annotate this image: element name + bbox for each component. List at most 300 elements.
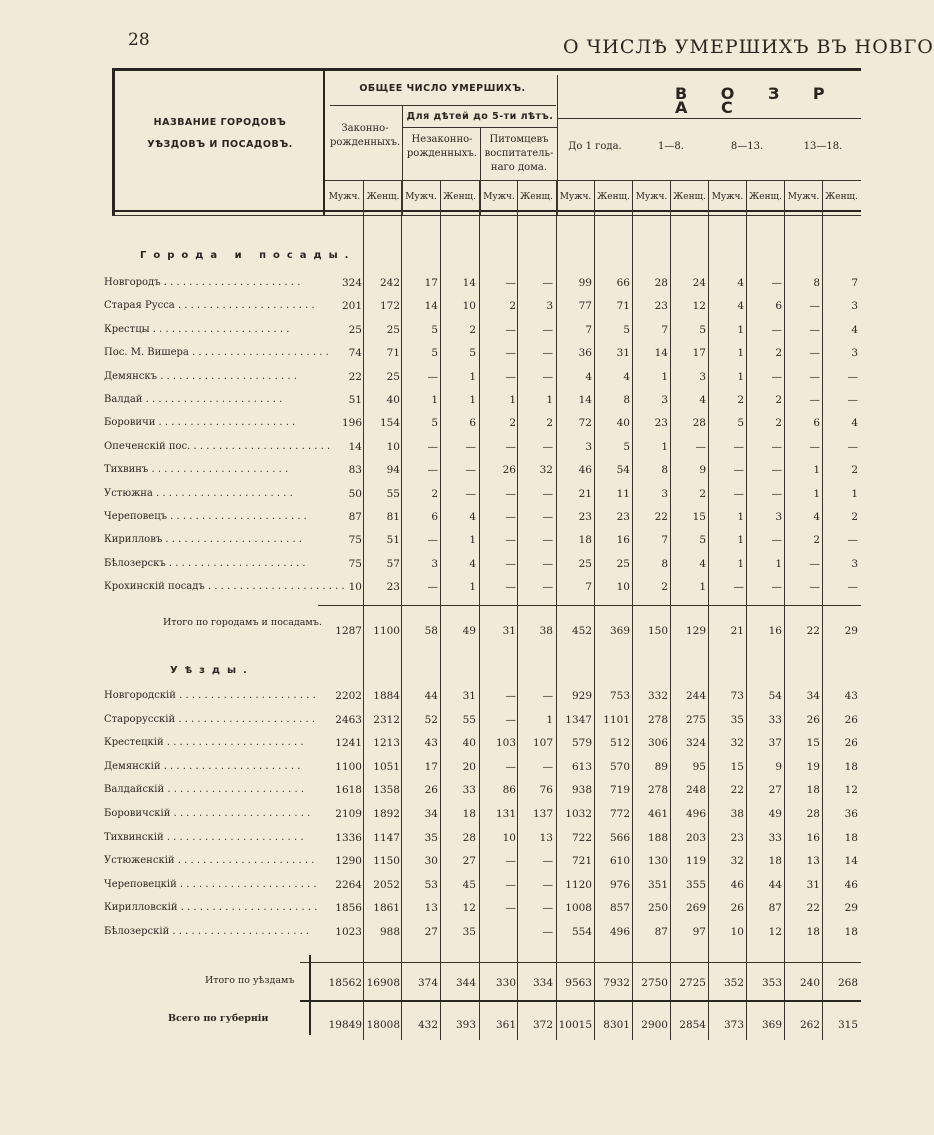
table-left-rule [112, 68, 115, 215]
table-cell: 119 [685, 855, 706, 868]
table-cell: 10 [462, 300, 476, 313]
table-cell: 372 [532, 1019, 553, 1031]
table-cell: 2 [546, 417, 553, 430]
table-cell: 32 [730, 737, 744, 750]
running-title: О ЧИСЛѢ УМЕРШИХЪ ВЪ НОВГО [563, 36, 934, 58]
table-cell: 19849 [328, 1019, 362, 1031]
table-cell: 1 [737, 511, 744, 523]
table-cell: 20 [462, 760, 476, 773]
table-cell: 51 [386, 534, 400, 547]
table-cell: 97 [692, 926, 706, 938]
table-cell: — [771, 581, 782, 594]
table-cell: — [809, 394, 820, 406]
sex-label: Женщ. [443, 192, 476, 202]
table-cell: 10 [616, 581, 630, 594]
table-cell: — [427, 534, 438, 547]
table-cell: 14 [462, 277, 476, 289]
table-cell: 35 [462, 926, 476, 938]
table-cell: — [542, 440, 553, 453]
table-cell: 23 [730, 831, 744, 844]
table-cell: — [542, 347, 553, 360]
header-age-2: 8—13. [730, 141, 764, 152]
table-cell: 2312 [373, 713, 400, 726]
table-cell: 45 [462, 878, 476, 891]
table-cell: — [733, 487, 744, 500]
table-cell: 250 [647, 902, 668, 915]
table-cell: 44 [424, 690, 438, 702]
table-cell: 566 [609, 831, 630, 844]
table-cell: 87 [768, 902, 782, 915]
table-cell: 27 [424, 926, 438, 938]
table-cell: — [771, 487, 782, 500]
table-cell: 5 [699, 534, 706, 547]
row-name: Бѣлозерскъ . . . . . . . . . . . . . . . . . . . . . . [104, 557, 306, 569]
section-uezds: Уѣзды. [170, 665, 254, 676]
table-cell: 1 [737, 370, 744, 383]
table-cell: 22 [806, 625, 820, 637]
table-cell: 14 [424, 300, 438, 313]
table-cell: 721 [571, 855, 592, 868]
table-cell: 13 [424, 902, 438, 915]
table-cell: 129 [685, 625, 706, 637]
table-cell: 31 [462, 690, 476, 702]
row-name: Демянскій . . . . . . . . . . . . . . . . . . . . . . [104, 760, 301, 772]
table-cell: 23 [654, 417, 668, 430]
table-cell: 3 [661, 394, 668, 406]
sex-label: Мужч. [559, 192, 592, 202]
row-name: Боровичскій . . . . . . . . . . . . . . . . . . . . . . [104, 808, 311, 819]
table-cell: 2 [509, 417, 516, 430]
table-cell: 16908 [366, 977, 400, 989]
table-cell: 1 [469, 370, 476, 383]
row-name: Тихвинъ . . . . . . . . . . . . . . . . . . . . . . [104, 464, 289, 476]
table-cell: 83 [348, 464, 362, 477]
table-cell: 15 [692, 511, 706, 523]
table-cell: 5 [431, 323, 438, 336]
table-cell: 36 [844, 808, 858, 820]
table-cell: 23 [578, 511, 592, 523]
table-cell: 369 [761, 1019, 782, 1031]
table-cell: 55 [386, 487, 400, 500]
table-cell: 23 [616, 511, 630, 523]
table-cell: 1884 [373, 690, 400, 702]
table-cell: 8 [623, 394, 630, 406]
table-cell: 2 [509, 300, 516, 313]
table-cell: 30 [424, 855, 438, 868]
table-cell: 71 [386, 347, 400, 360]
table-cell: 2264 [335, 878, 362, 891]
table-cell: 6 [469, 417, 476, 430]
table-cell: 1120 [565, 878, 592, 891]
table-cell: 3 [699, 370, 706, 383]
table-cell: 278 [647, 713, 668, 726]
uezds-total-rule [300, 962, 861, 963]
table-cell: 4 [813, 511, 820, 523]
header-foundling: Питомцевъ воспитатель-наго дома. [484, 134, 554, 173]
table-cell: 12 [462, 902, 476, 915]
table-cell: 2 [775, 394, 782, 406]
table-cell: 2 [699, 487, 706, 500]
table-cell: 29 [844, 902, 858, 915]
table-cell: 248 [685, 784, 706, 797]
table-cell: 28 [654, 277, 668, 289]
table-cell: 4 [585, 370, 592, 383]
table-cell: 355 [685, 878, 706, 891]
table-cell: 1 [813, 487, 820, 500]
sex-label: Женщ. [597, 192, 630, 202]
table-cell: 18 [462, 808, 476, 820]
table-cell: 51 [348, 394, 362, 406]
table-cell: 18562 [328, 977, 362, 989]
table-cell: 10 [730, 926, 744, 938]
table-cell: 2202 [335, 690, 362, 702]
table-cell: 154 [379, 417, 400, 430]
table-cell: 12 [844, 784, 858, 797]
row-name: Пос. М. Вишера . . . . . . . . . . . . . . . . . . . . . . [104, 347, 329, 359]
table-cell: 275 [685, 713, 706, 726]
row-name: Крохинскій посадъ . . . . . . . . . . . . . . . . . . . . . . [104, 581, 345, 593]
table-cell: — [505, 557, 516, 570]
table-cell: 1 [546, 394, 553, 406]
table-cell: 1147 [373, 831, 400, 844]
row-name: Валдайскій . . . . . . . . . . . . . . . . . . . . . . [104, 784, 305, 796]
table-cell: — [505, 534, 516, 547]
table-cell: 18 [844, 831, 858, 844]
table-cell: 87 [654, 926, 668, 938]
table-cell: 107 [532, 737, 553, 750]
table-cell: 1 [509, 394, 516, 406]
row-name: Кирилловъ . . . . . . . . . . . . . . . . . . . . . . [104, 534, 303, 546]
table-cell: 361 [495, 1019, 516, 1031]
row-name: Череповецъ . . . . . . . . . . . . . . . . . . . . . . [104, 511, 307, 522]
table-cell: 2 [851, 511, 858, 523]
table-cell: 3 [775, 511, 782, 523]
table-cell: 24 [692, 277, 706, 289]
table-cell: 16 [616, 534, 630, 547]
table-cell: 23 [654, 300, 668, 313]
table-cell: 52 [424, 713, 438, 726]
table-cell: 2463 [335, 713, 362, 726]
table-cell: 13 [806, 855, 820, 868]
table-cell: — [771, 323, 782, 336]
table-cell: 75 [348, 534, 362, 547]
table-cell: — [809, 557, 820, 570]
table-cell: 4 [469, 511, 476, 523]
table-cell: 50 [348, 487, 362, 500]
table-cell: 87 [348, 511, 362, 523]
table-cell: 18 [578, 534, 592, 547]
table-cell: 242 [379, 277, 400, 289]
table-cell: 27 [462, 855, 476, 868]
table-cell: — [505, 713, 516, 726]
table-cell: 1051 [373, 760, 400, 773]
table-cell: 2725 [679, 977, 706, 989]
table-cell: — [542, 760, 553, 773]
table-cell: 3 [661, 487, 668, 500]
table-cell: 3 [585, 440, 592, 453]
table-cell: 1856 [335, 902, 362, 915]
table-cell: — [505, 487, 516, 500]
table-cell: 9563 [565, 977, 592, 989]
table-cell: 58 [424, 625, 438, 637]
table-cell: 44 [768, 878, 782, 891]
table-cell: 1 [431, 394, 438, 406]
table-cell: 25 [386, 370, 400, 383]
table-cell: 8 [813, 277, 820, 289]
table-cell: 27 [768, 784, 782, 797]
table-cell: 1 [737, 534, 744, 547]
header-rule-3 [325, 180, 861, 181]
table-cell: 1213 [373, 737, 400, 750]
table-cell: — [542, 277, 553, 289]
table-cell: 374 [417, 977, 438, 989]
table-cell: 29 [844, 625, 858, 637]
table-cell: 55 [462, 713, 476, 726]
table-cell: — [542, 581, 553, 594]
table-cell: 40 [386, 394, 400, 406]
table-cell: 103 [495, 737, 516, 750]
cities-total-rule [318, 605, 861, 606]
table-cell: — [542, 534, 553, 547]
table-cell: 496 [609, 926, 630, 938]
table-cell: 1 [737, 347, 744, 360]
table-cell: 1 [546, 713, 553, 726]
sex-label: Мужч. [405, 192, 437, 202]
header-rule-thin [112, 215, 861, 216]
table-cell: 46 [730, 878, 744, 891]
table-cell: 86 [502, 784, 516, 797]
table-cell: — [427, 581, 438, 594]
table-cell: 201 [341, 300, 362, 313]
table-cell: 1 [469, 581, 476, 594]
header-age: В О З Р А С [675, 84, 839, 117]
row-name: Новгородскій . . . . . . . . . . . . . . . . . . . . . . [104, 690, 316, 701]
table-cell: 2 [775, 347, 782, 360]
table-cell: 22 [348, 370, 362, 383]
table-cell: — [847, 370, 858, 383]
table-cell: — [465, 464, 476, 477]
table-cell: 43 [424, 737, 438, 750]
table-cell: 17 [424, 760, 438, 773]
header-bottom-rule [112, 210, 861, 212]
table-cell: — [505, 878, 516, 891]
header-rule-1 [330, 105, 556, 106]
table-cell: 1 [737, 323, 744, 336]
header-name-col: НАЗВАНИЕ ГОРОДОВЪ УѢЗДОВЪ И ПОСАДОВЪ. [147, 117, 293, 150]
grand-total-label: Всего по губерніи [168, 1013, 269, 1024]
table-cell: 330 [495, 977, 516, 989]
header-children: Для дѣтей до 5-ти лѣтъ. [406, 111, 554, 122]
table-cell: 26 [844, 713, 858, 726]
table-cell: 99 [578, 277, 592, 289]
table-cell: 150 [647, 625, 668, 637]
table-cell: 5 [431, 347, 438, 360]
table-cell: 14 [654, 347, 668, 360]
table-cell: 94 [386, 464, 400, 477]
page-number: 28 [128, 30, 150, 50]
table-cell: 7 [661, 534, 668, 547]
table-cell: 54 [768, 690, 782, 702]
table-cell: 269 [685, 902, 706, 915]
table-cell: 22 [806, 902, 820, 915]
table-cell: 2 [813, 534, 820, 547]
table-cell: 772 [609, 808, 630, 820]
table-cell: 2 [661, 581, 668, 594]
header-age-0: До 1 года. [568, 141, 622, 152]
grand-total-rule [300, 1000, 861, 1002]
table-cell: 753 [609, 690, 630, 702]
table-cell: — [505, 277, 516, 289]
table-cell: 137 [532, 808, 553, 820]
table-cell: 28 [692, 417, 706, 430]
sex-label: Мужч. [711, 192, 744, 202]
table-cell: 5 [469, 347, 476, 360]
table-cell: 10 [502, 831, 516, 844]
row-name: Устюженскій . . . . . . . . . . . . . . . . . . . . . . [104, 855, 315, 867]
table-cell: 38 [730, 808, 744, 820]
sex-label: Мужч. [328, 192, 361, 202]
table-cell: 4 [737, 277, 744, 289]
table-cell: 34 [806, 690, 820, 702]
table-cell: 1 [661, 370, 668, 383]
table-cell: 610 [609, 855, 630, 868]
table-cell: 1150 [373, 855, 400, 868]
row-name: Валдай . . . . . . . . . . . . . . . . . . . . . . [104, 394, 283, 405]
table-cell: 938 [571, 784, 592, 797]
row-name: Старорусскій . . . . . . . . . . . . . . . . . . . . . . [104, 713, 316, 725]
table-cell: 344 [455, 977, 476, 989]
sex-label: Женщ. [366, 192, 400, 202]
table-cell: — [771, 277, 782, 289]
table-cell: 2 [469, 323, 476, 336]
row-name: Крестецкій . . . . . . . . . . . . . . . . . . . . . . [104, 737, 304, 749]
table-cell: 988 [379, 926, 400, 938]
table-cell: 18 [844, 760, 858, 773]
table-cell: 54 [616, 464, 630, 477]
table-cell: 722 [571, 831, 592, 844]
table-cell: 315 [837, 1019, 858, 1031]
table-cell: 262 [799, 1019, 820, 1031]
table-cell: 324 [341, 277, 362, 289]
header-legit: Законно-рожденныхъ. [330, 123, 401, 148]
table-cell: — [542, 855, 553, 868]
table-cell: 1 [813, 464, 820, 477]
table-cell: 719 [609, 784, 630, 797]
table-cell: 10 [348, 581, 362, 594]
table-cell: 75 [348, 557, 362, 570]
table-cell: 17 [692, 347, 706, 360]
table-cell: — [809, 440, 820, 453]
table-cell: 9 [775, 760, 782, 773]
table-cell: 15 [730, 760, 744, 773]
table-cell: 13 [539, 831, 553, 844]
table-cell: 3 [851, 300, 858, 313]
table-cell: 2109 [335, 808, 362, 820]
table-cell: 31 [502, 625, 516, 637]
table-cell: 1 [469, 394, 476, 406]
table-cell: — [505, 690, 516, 702]
table-cell: 32 [730, 855, 744, 868]
table-cell: 1861 [373, 902, 400, 915]
table-cell: 1287 [335, 625, 362, 637]
table-cell: 432 [417, 1019, 438, 1031]
header-total-deaths: ОБЩЕЕ ЧИСЛО УМЕРШИХЪ. [359, 83, 526, 94]
table-cell: 369 [609, 625, 630, 637]
table-cell: — [505, 347, 516, 360]
cities-total-label: Итого по городамъ и посадамъ. [163, 617, 322, 628]
table-cell: 6 [813, 417, 820, 430]
row-name: Тихвинскій . . . . . . . . . . . . . . . . . . . . . . [104, 831, 304, 843]
table-cell: 929 [571, 690, 592, 702]
table-cell: 14 [844, 855, 858, 868]
table-cell: 32 [539, 464, 553, 477]
table-cell: 26 [502, 464, 516, 477]
table-cell: 268 [837, 977, 858, 989]
sex-label: Женщ. [520, 192, 553, 202]
table-cell: 57 [386, 557, 400, 570]
row-name: Бѣлозерскій . . . . . . . . . . . . . . . . . . . . . . [104, 926, 310, 937]
table-cell: 554 [571, 926, 592, 938]
table-cell: — [505, 855, 516, 868]
table-cell: 89 [654, 760, 668, 773]
table-cell: 4 [699, 557, 706, 570]
sex-label: Мужч. [787, 192, 820, 202]
header-age-3: 13—18. [803, 141, 843, 152]
table-cell: 10015 [558, 1019, 592, 1031]
table-cell: 1023 [335, 926, 362, 938]
table-cell: — [695, 440, 706, 453]
row-name: Опеченскій пос. . . . . . . . . . . . . . . . . . . . . . . [104, 440, 331, 452]
table-cell: — [542, 323, 553, 336]
table-cell: 393 [455, 1019, 476, 1031]
table-cell: 512 [609, 737, 630, 750]
row-name: Крестцы . . . . . . . . . . . . . . . . . . . . . . [104, 323, 290, 335]
section-cities: Города и посады. [140, 250, 356, 261]
table-cell: 71 [616, 300, 630, 313]
table-cell: — [542, 487, 553, 500]
table-cell: 579 [571, 737, 592, 750]
table-cell: 12 [692, 300, 706, 313]
table-cell: 7 [851, 277, 858, 289]
table-cell: — [847, 534, 858, 547]
table-cell: — [733, 464, 744, 477]
table-cell: 5 [431, 417, 438, 430]
table-cell: 43 [844, 690, 858, 702]
table-cell: 2900 [641, 1019, 668, 1031]
table-cell: 452 [571, 625, 592, 637]
table-cell: 324 [685, 737, 706, 750]
table-cell: 4 [623, 370, 630, 383]
table-cell: 33 [768, 713, 782, 726]
header-rule-age [557, 118, 861, 119]
table-cell: 28 [462, 831, 476, 844]
table-cell: 353 [761, 977, 782, 989]
table-cell: 31 [616, 347, 630, 360]
table-cell: — [809, 581, 820, 594]
table-cell: 3 [851, 347, 858, 360]
table-cell: 3 [851, 557, 858, 570]
table-cell: — [505, 902, 516, 915]
table-cell: 1101 [603, 713, 630, 726]
table-cell: 18 [806, 926, 820, 938]
table-cell: 461 [647, 808, 668, 820]
table-cell: 23 [386, 581, 400, 594]
table-cell: 1032 [565, 808, 592, 820]
table-cell: 6 [775, 300, 782, 313]
table-cell: — [505, 581, 516, 594]
row-name: Кирилловскій . . . . . . . . . . . . . . . . . . . . . . [104, 902, 318, 914]
table-cell: — [771, 534, 782, 547]
